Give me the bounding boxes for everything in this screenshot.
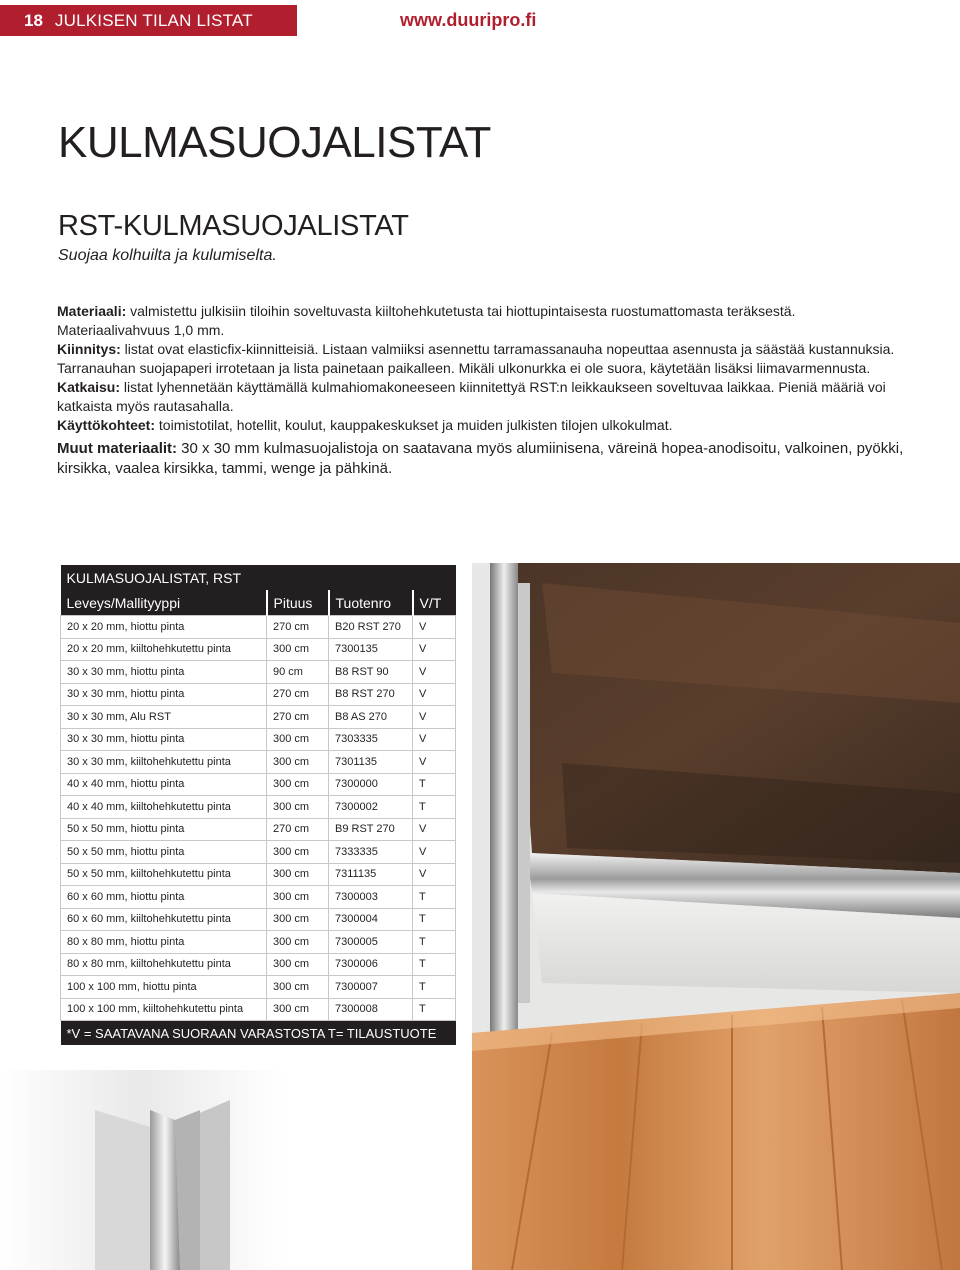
cell-product-number: 7301135: [329, 751, 413, 774]
cell-length: 270 cm: [267, 616, 329, 639]
cell-product-number: 7300135: [329, 638, 413, 661]
cell-product-number: 7300007: [329, 976, 413, 999]
cell-availability: V: [413, 818, 456, 841]
product-table: [60, 565, 455, 1045]
cell-availability: T: [413, 976, 456, 999]
cell-width-type: 30 x 30 mm, hiottu pinta: [61, 683, 267, 706]
table-row: [61, 728, 456, 751]
cell-width-type: 40 x 40 mm, hiottu pinta: [61, 773, 267, 796]
page-number: 18: [24, 10, 43, 30]
paragraph-muut-materiaalit: Muut materiaalit: 30 x 30 mm kulmasuojalistoja on saatavana myös alumiinisena, väreinä hopea-anodisoitu, valkoinen, pyökki, kirsikka, vaalea kirsikka, tammi, wenge ja pähkinä.: [57, 440, 904, 477]
corner-profile-photo: [0, 1070, 285, 1270]
cell-width-type: 50 x 50 mm, hiottu pinta: [61, 841, 267, 864]
cell-availability: V: [413, 616, 456, 639]
cell-availability: T: [413, 998, 456, 1021]
cell-availability: V: [413, 863, 456, 886]
table-row: [61, 976, 456, 999]
cell-length: 300 cm: [267, 863, 329, 886]
cell-product-number: 7300002: [329, 796, 413, 819]
cell-length: 300 cm: [267, 796, 329, 819]
cell-product-number: 7300008: [329, 998, 413, 1021]
cell-width-type: 20 x 20 mm, hiottu pinta: [61, 616, 267, 639]
cell-width-type: 20 x 20 mm, kiiltohehkutettu pinta: [61, 638, 267, 661]
cell-availability: T: [413, 953, 456, 976]
table-row: [61, 796, 456, 819]
cell-length: 300 cm: [267, 728, 329, 751]
cell-width-type: 100 x 100 mm, kiiltohehkutettu pinta: [61, 998, 267, 1021]
cell-width-type: 80 x 80 mm, hiottu pinta: [61, 931, 267, 954]
header-availability: V/T: [413, 590, 456, 616]
table-row: [61, 683, 456, 706]
page-header-bar: [0, 5, 297, 36]
corner-profile-image: [0, 1070, 285, 1270]
website-link[interactable]: www.duuripro.fi: [400, 10, 537, 30]
table-row: [61, 953, 456, 976]
table-row: [61, 908, 456, 931]
cell-length: 300 cm: [267, 976, 329, 999]
cell-availability: V: [413, 728, 456, 751]
cell-width-type: 30 x 30 mm, Alu RST: [61, 706, 267, 729]
stainless-corner-guard-image: [472, 563, 960, 1270]
paragraph-kiinnitys: Kiinnitys: listat ovat elasticfix-kiinnitteisiä. Listaan valmiiksi asennettu tarramassanauha nopeuttaa asennusta ja säästää kustannuksia. Tarranauhan suojapaperi irrotetaan ja lista painetaan paikalleen. Mikäli ulkonurkka ei ole suora, käytetään lisäksi liimavarmennusta.: [57, 341, 895, 376]
cell-width-type: 40 x 40 mm, kiiltohehkutettu pinta: [61, 796, 267, 819]
cell-product-number: 7300005: [329, 931, 413, 954]
cell-availability: T: [413, 931, 456, 954]
cell-availability: V: [413, 706, 456, 729]
cell-width-type: 30 x 30 mm, kiiltohehkutettu pinta: [61, 751, 267, 774]
product-photo: [472, 563, 960, 1270]
cell-availability: V: [413, 661, 456, 684]
cell-width-type: 100 x 100 mm, hiottu pinta: [61, 976, 267, 999]
cell-product-number: B9 RST 270: [329, 818, 413, 841]
cell-length: 300 cm: [267, 908, 329, 931]
cell-length: 270 cm: [267, 818, 329, 841]
cell-availability: V: [413, 638, 456, 661]
cell-length: 300 cm: [267, 638, 329, 661]
table-row: [61, 931, 456, 954]
header-product-number: Tuotenro: [329, 590, 413, 616]
cell-product-number: 7333335: [329, 841, 413, 864]
description-text: [57, 302, 907, 479]
cell-availability: V: [413, 841, 456, 864]
cell-width-type: 50 x 50 mm, hiottu pinta: [61, 818, 267, 841]
cell-availability: V: [413, 683, 456, 706]
tagline: Suojaa kolhuilta ja kulumiselta.: [58, 247, 277, 264]
cell-width-type: 60 x 60 mm, kiiltohehkutettu pinta: [61, 908, 267, 931]
cell-product-number: 7303335: [329, 728, 413, 751]
table-row: [61, 751, 456, 774]
cell-product-number: B20 RST 270: [329, 616, 413, 639]
cell-product-number: 7300003: [329, 886, 413, 909]
table-row: [61, 841, 456, 864]
header-width-type: Leveys/Mallityyppi: [61, 590, 267, 616]
cell-length: 300 cm: [267, 841, 329, 864]
cell-width-type: 80 x 80 mm, kiiltohehkutettu pinta: [61, 953, 267, 976]
product-subtitle: RST-KULMASUOJALISTAT: [58, 210, 409, 242]
cell-product-number: B8 RST 90: [329, 661, 413, 684]
table-row: [61, 818, 456, 841]
cell-width-type: 30 x 30 mm, hiottu pinta: [61, 728, 267, 751]
cell-availability: T: [413, 796, 456, 819]
cell-availability: T: [413, 908, 456, 931]
cell-product-number: 7300000: [329, 773, 413, 796]
cell-length: 270 cm: [267, 683, 329, 706]
cell-availability: T: [413, 773, 456, 796]
table-row: [61, 886, 456, 909]
table-row: [61, 773, 456, 796]
table-row: [61, 638, 456, 661]
section-title: JULKISEN TILAN LISTAT: [54, 10, 253, 30]
cell-length: 300 cm: [267, 953, 329, 976]
cell-product-number: 7300006: [329, 953, 413, 976]
table-title: KULMASUOJALISTAT, RST: [61, 565, 456, 590]
table-row: [61, 863, 456, 886]
cell-length: 270 cm: [267, 706, 329, 729]
table-row: [61, 616, 456, 639]
cell-length: 300 cm: [267, 751, 329, 774]
cell-length: 300 cm: [267, 886, 329, 909]
paragraph-katkaisu: Katkaisu: listat lyhennetään käyttämällä kulmahiomakoneeseen kiinnitettyä RST:n leikkaukseen soveltuvaa laikkaa. Pieniä määriä voi katkaista myös rautasahalla.: [57, 379, 886, 414]
page-title: KULMASUOJALISTAT: [58, 118, 491, 167]
cell-product-number: 7300004: [329, 908, 413, 931]
cell-width-type: 30 x 30 mm, hiottu pinta: [61, 661, 267, 684]
table-row: [61, 661, 456, 684]
header-length: Pituus: [267, 590, 329, 616]
cell-length: 300 cm: [267, 931, 329, 954]
table-row: [61, 706, 456, 729]
cell-availability: V: [413, 751, 456, 774]
table-row: [61, 998, 456, 1021]
cell-product-number: 7311135: [329, 863, 413, 886]
cell-availability: T: [413, 886, 456, 909]
cell-length: 90 cm: [267, 661, 329, 684]
cell-length: 300 cm: [267, 998, 329, 1021]
table-footnote: *V = SAATAVANA SUORAAN VARASTOSTA T= TILAUSTUOTE: [61, 1021, 456, 1046]
paragraph-materiaali: Materiaali: valmistettu julkisiin tiloihin soveltuvasta kiiltohehkutetusta tai hiottupintaisesta ruostumattomasta teräksestä. Materiaalivahvuus 1,0 mm.: [57, 303, 796, 338]
paragraph-kayttokohteet: Käyttökohteet: toimistotilat, hotellit, koulut, kauppakeskukset ja muiden julkisten tilojen ulkokulmat.: [57, 417, 673, 433]
cell-width-type: 60 x 60 mm, hiottu pinta: [61, 886, 267, 909]
cell-length: 300 cm: [267, 773, 329, 796]
cell-width-type: 50 x 50 mm, kiiltohehkutettu pinta: [61, 863, 267, 886]
cell-product-number: B8 RST 270: [329, 683, 413, 706]
cell-product-number: B8 AS 270: [329, 706, 413, 729]
